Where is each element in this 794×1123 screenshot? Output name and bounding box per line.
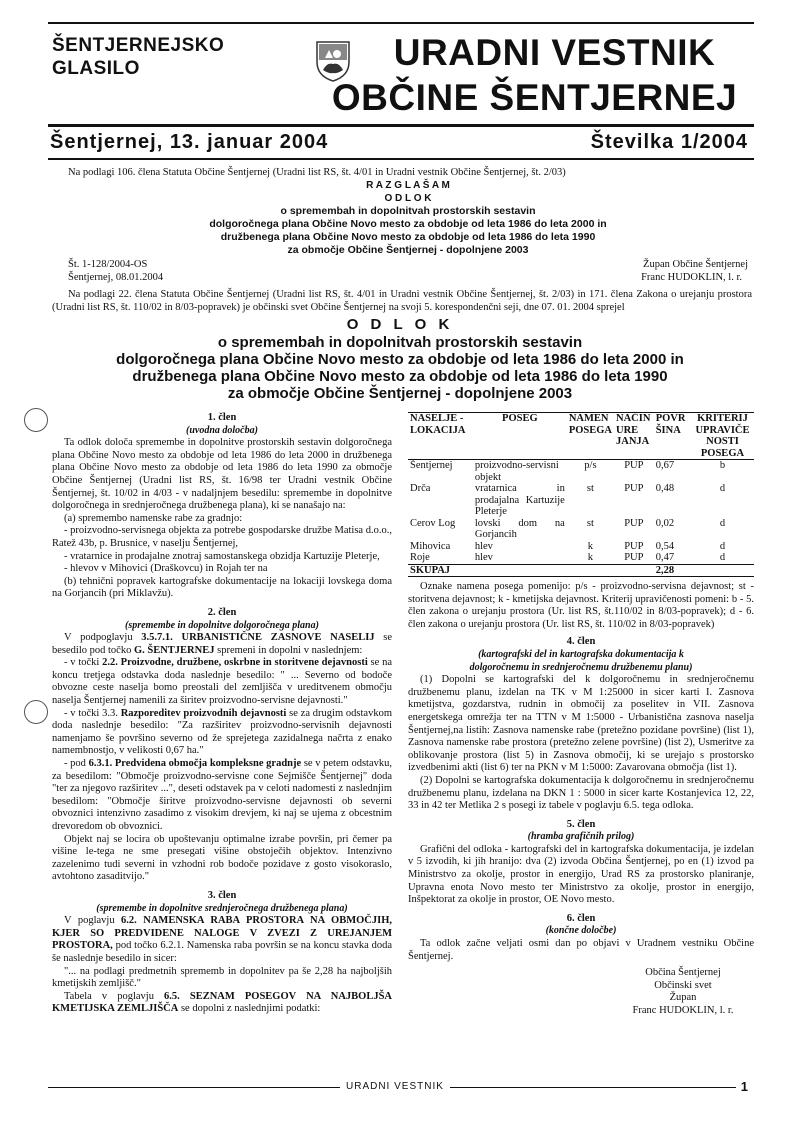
razglas-number: Št. 1-128/2004-OS bbox=[68, 259, 148, 270]
preamble bbox=[52, 288, 752, 314]
right-column bbox=[408, 412, 754, 1018]
table-cell: Drča bbox=[410, 483, 431, 494]
clen-1-p1: Ta odlok določa spremembe in dopolnitve prostorskih sestavin dolgoročnega plana Občine Novo mesto za obdobje od leta 1986 do leta 2000 in družbenega plana Občine Novo mesto za obdobje od leta 1986 do leta 1990 za območje Občine Šentjernej (Uradni list RS, št. 16/98 ter Uradni vestnik Občine Šentjernej, št. 10/02 in 4/03 - v nadaljnjem besedilu: spremembe in dopolnitve dolgoročnega in srednjeročnega družbenega plana), ki se nanašajo na: bbox=[52, 437, 392, 512]
table-total-value: 2,28 bbox=[655, 564, 675, 576]
masthead-rule-upper bbox=[48, 124, 754, 127]
table-cell: PUP bbox=[624, 517, 644, 529]
clen-1-a: (a) spremembo namenske rabe za gradnjo: bbox=[64, 512, 243, 524]
c2-p3a: - v točki 3.3. bbox=[64, 707, 121, 719]
razglas-title-3: družbenega plana Občine Novo mesto za obdobje od leta 1986 do leta 1990 bbox=[220, 231, 596, 243]
table-cell: hlev bbox=[474, 540, 493, 552]
table-row bbox=[408, 460, 754, 484]
masthead-left bbox=[52, 34, 224, 80]
razglas-place-date: Šentjernej, 08.01.2004 bbox=[68, 272, 164, 283]
table-legend: Oznake namena posega pomenijo: p/s - proizvodno-servisna dejavnost; st - storitvena dejavnost; k - kmetijska dejavnost. Kriterij upravičenosti pomeni: b - 5. člen zakona o urejanju prostora (Ur. list RS, št.110/02 in 8/03-popravek); d - 6. člen zakona o urejanju prostora (Ur. list RS, št. 110/02 in 8/03-popravek) bbox=[408, 581, 754, 630]
table-total-label: SKUPAJ bbox=[410, 564, 451, 576]
table-cell: d bbox=[719, 517, 726, 529]
clen-2-heading: 2. člen bbox=[207, 606, 237, 618]
clen-2-p1 bbox=[52, 632, 392, 657]
clen-1-heading: 1. člen bbox=[207, 412, 237, 423]
th-namen: NAMEN POSEGA bbox=[568, 413, 613, 436]
razglas-signer-role: Župan Občine Šentjernej bbox=[643, 259, 748, 270]
table-total-empty4 bbox=[691, 564, 754, 577]
clen-2-p5: Objekt naj se locira ob upoštevanju optimalne izrabe površin, pri čemer pa višine le-tega ne sme presegati višine obstoječih objektov. Intenzivno zazelenimo tudi severni in vzhodni rob bodoče pozidave z gosto visokoraslo, avtohtono zasaditvijo." bbox=[52, 833, 392, 883]
c2-p1e: spremeni in dopolni v naslednjem: bbox=[214, 644, 363, 656]
clen-2-subtitle: (spremembe in dopolnitve dolgoročnega plana) bbox=[125, 619, 319, 631]
th-naselje: NASELJE - LOKACIJA bbox=[410, 413, 466, 436]
signature-block bbox=[618, 967, 748, 1017]
c3-p1a: V poglavju bbox=[64, 915, 122, 927]
table-cell: Cerov Log bbox=[410, 517, 456, 529]
clen-4-subtitle-1: (kartografski del in kartografska dokumentacija k bbox=[478, 648, 684, 660]
clen-5-subtitle: (hramba grafičnih prilog) bbox=[527, 831, 635, 843]
issue-number: Številka 1/2004 bbox=[590, 131, 748, 153]
th-nacin: NAČIN URE JANJA bbox=[616, 413, 651, 447]
table-cell: proizvodno-servisni objekt bbox=[474, 460, 559, 483]
table-cell: PUP bbox=[624, 552, 644, 563]
table-cell: d bbox=[719, 552, 726, 563]
page-number: 1 bbox=[740, 1079, 748, 1094]
punch-hole-bottom bbox=[24, 700, 48, 724]
c2-p2b: 2.2. Proizvodne, družbene, oskrbne in storitvene dejavnosti bbox=[102, 657, 368, 669]
table-cell: Mihovica bbox=[410, 540, 451, 552]
razglas-title-2: dolgoročnega plana Občine Novo mesto za obdobje od leta 1986 do leta 2000 in bbox=[209, 218, 607, 230]
c2-p1d: G. ŠENTJERNEJ bbox=[133, 644, 215, 656]
table-total-row bbox=[408, 564, 754, 577]
table-cell: 0,02 bbox=[655, 517, 675, 529]
razglas-basis: Na podlagi 106. člena Statuta Občine Šentjernej (Uradni list RS, št. 4/01 in Uradni vestnik Občine Šentjernej, št. 2/03) bbox=[68, 167, 566, 178]
clen-4-p1: (1) Dopolni se kartografski del k dolgoročnemu in srednjeročnemu družbenemu planu, izdelan na TK v M 1:25000 in sicer karti I. Zasnova kmetijstva, gozdarstva, rudnin in območij za poselitev in VII. Zasnova energetskega omrežja ter na TTN v M 1:5000 - Urbanistična zasnova naselja Šentjernej,na listih: Zasnova namenske rabe (pretežno pozidane površine) (list 1), Zasnova namenske rabe prostora (pretežno zelene površine) (list 2), Usmeritve za oblikovanje prostora (list 5) in Zasnova območij, ki se urejajo s prostorsko izvedbenimi akti (list 6) ter na PKN v M 1:5000: Zavarovana območja (list 1). bbox=[408, 674, 754, 774]
clen-6-heading: 6. člen bbox=[566, 912, 596, 924]
c3-p1c: pod točko 6.2.1. Namenska raba površin se na koncu stavka doda še naslednje besedilo in sicer: bbox=[52, 940, 392, 964]
table-header-row bbox=[408, 413, 754, 460]
dateline: Šentjernej, 13. januar 2004 bbox=[50, 131, 329, 153]
table-cell: Roje bbox=[410, 552, 430, 563]
clen-1-a1: - proizvodno-servisnega objekta za potrebe gospodarske družbe Matisa d.o.o., Ratež 43b, p. Brusnice, v naselju Šentjernej, bbox=[52, 525, 392, 549]
table-cell: 0,48 bbox=[655, 483, 675, 494]
table-cell: d bbox=[719, 483, 726, 494]
clen-3-p2: "... na podlagi predmetnih sprememb in dopolnitev pa še 2,28 ha najboljših kmetijskih zemljišč." bbox=[52, 965, 392, 990]
table-row bbox=[408, 541, 754, 553]
razglas-odlok: O D L O K bbox=[384, 193, 432, 204]
masthead-rule-lower bbox=[48, 158, 754, 160]
sig-line-4: Franc HUDOKLIN, l. r. bbox=[632, 1005, 734, 1016]
table-cell: PUP bbox=[624, 460, 644, 471]
clen-1-b: (b) tehnični popravek kartografske dokumentacije na lokaciji lovskega doma na Gorjancih (pri Miklavžu). bbox=[52, 575, 392, 600]
clen-6-p1: Ta odlok začne veljati osmi dan po objavi v Uradnem vestniku Občine Šentjernej. bbox=[408, 938, 754, 962]
odlok-title-3: družbenega plana Občine Novo mesto za obdobje od leta 1986 do leta 1990 bbox=[132, 368, 668, 385]
c3-p3a: Tabela v poglavju bbox=[64, 990, 165, 1002]
masthead-title-line1: URADNI VESTNIK bbox=[393, 32, 716, 73]
clen-5-p1: Grafični del odloka - kartografski del in kartografska dokumentacija, je izdelan v 5 izvodih, ki jih hranijo: dva (2) izvoda Občina Šentjernej, po en (1) izvod pa Ministrstvo za okolje, prostor in energijo, Urad RS za prostorsko planiranje, Upravna enota Novo mesto ter Ministrstvo za okolje, prostor in energijo, Inšpektorat za okolje in prostor, OE Novo mesto. bbox=[408, 843, 754, 906]
c2-p4c: se v petem odstavku, za besedilom: "Območje proizvodno-servisne cone Sejmišče Šentjernej" doda "ter za njegovo razširitev ...", deseti odstavek pa v celoti nadomesti z naslednjim besedilom: "Območje širitve proizvodno-servisne dejavnosti ob severni obvoznici intenzivno zasadimo z visokim drevjem, ki naj se ujema z obcestnim drevoredom ob obvoznici. bbox=[52, 758, 393, 832]
table-row bbox=[408, 552, 754, 564]
clen-1-a3: - hlevov v Mihovici (Draškovcu) in Rojah ter na bbox=[64, 563, 268, 575]
table-cell: lovski dom na Gorjancih bbox=[474, 517, 565, 540]
odlok-title-0: O D L O K bbox=[346, 316, 454, 333]
c2-p1a: V podpoglavju bbox=[64, 632, 142, 644]
left-column bbox=[52, 412, 392, 1016]
clen-1-subtitle: (uvodna določba) bbox=[186, 424, 258, 436]
clen-2-p4 bbox=[52, 758, 392, 834]
clen-3-p3 bbox=[52, 991, 392, 1016]
clen-3-subtitle: (spremembe in dopolnitve srednjeročnega družbenega plana) bbox=[96, 902, 348, 914]
table-cell: b bbox=[719, 460, 726, 471]
sig-line-3: Župan bbox=[669, 992, 697, 1004]
c3-p3b: 6.5. SEZNAM POSEGOV NA NAJBOLJŠA KMETIJSKA ZEMLJIŠČA bbox=[52, 990, 392, 1015]
table-cell: st bbox=[586, 483, 594, 494]
clen-4-subtitle-2: dolgoročnemu in srednjeročnemu družbenemu planu) bbox=[469, 661, 693, 673]
clen-3-heading: 3. člen bbox=[207, 889, 237, 901]
table-cell: d bbox=[719, 540, 726, 552]
clen-2-p2 bbox=[52, 657, 392, 707]
odlok-title-1: o spremembah in dopolnitvah prostorskih sestavin bbox=[217, 334, 583, 351]
table-cell: k bbox=[587, 552, 594, 563]
clen-1-a2: - vratarnice in prodajalne znotraj samostanskega obzidja Kartuzije Pleterje, bbox=[64, 550, 380, 562]
sig-line-2: Občinski svet bbox=[654, 979, 712, 991]
clen-5-heading: 5. člen bbox=[566, 818, 596, 830]
table-cell: st bbox=[586, 517, 594, 529]
razglas-title-1: o spremembah in dopolnitvah prostorskih sestavin bbox=[280, 205, 536, 217]
razglas-block bbox=[68, 166, 748, 257]
odlok-title-2: dolgoročnega plana Občine Novo mesto za obdobje od leta 1986 do leta 2000 in bbox=[116, 351, 684, 368]
masthead-title bbox=[312, 30, 757, 120]
table-cell: 0,47 bbox=[655, 552, 675, 563]
masthead-left-line2: GLASILO bbox=[52, 58, 140, 79]
masthead-title-line2: OBČINE ŠENTJERNEJ bbox=[331, 77, 738, 118]
odlok-title-4: za območje Občine Šentjernej - dopolnjene 2003 bbox=[227, 385, 573, 402]
table-cell: vratarnica in prodajalna Kartuzije Pleterje bbox=[474, 483, 565, 517]
clen-4-heading: 4. člen bbox=[566, 636, 596, 648]
table-cell: Šentjernej bbox=[410, 460, 453, 471]
c2-p4a: - pod bbox=[64, 758, 89, 770]
table-total-empty2 bbox=[567, 564, 614, 577]
th-povrsina: POVR ŠINA bbox=[655, 413, 686, 436]
c2-p4b: 6.3.1. Predvidena območja kompleksne gradnje bbox=[88, 758, 302, 770]
clen-3-p1 bbox=[52, 915, 392, 965]
c2-p2c: se na koncu tretjega odstavka doda naslednje besedilo: " ... Severno od bodoče obvozne ceste naselja bomo preostali del zemljišča v ureditvenem območju naselja Šentjernej namenili za širitev proizvodno-servisne dejavnosti." bbox=[52, 657, 393, 707]
razglas-title-4: za območje Občine Šentjernej - dopolnjene 2003 bbox=[287, 244, 529, 256]
clen-4-p2: (2) Dopolni se kartografska dokumentacija k dolgoročnemu in srednjeročnemu družbenemu planu, izdelana na DKN 1 : 5000 in sicer karte Kostanjevica 12, 22, 33 in 42 ter Metlika 2 s posegi iz tabele v poglavju 6.5. tega odloka. bbox=[408, 774, 754, 812]
c3-p1b: 6.2. NAMENSKA RABA PROSTORA NA OBMOČJIH, KJER SO PREDVIDENE NALOGE V ZVEZI Z UREJANJEM PROSTORA, bbox=[52, 915, 393, 952]
c3-p3c: se dopolni z naslednjimi podatki: bbox=[178, 1003, 321, 1015]
c2-p3b: Razporeditev proizvodnih dejavnosti bbox=[120, 707, 287, 719]
preamble-text: Na podlagi 22. člena Statuta Občine Šentjernej (Uradni list RS, št. 4/01 in Uradni vestnik Občine Šentjernej, št. 2/03) in 171. člena Zakona o urejanju prostora (Uradni list RS, št. 110/02 in 8/03-popravek) je občinski svet Občine Šentjernej na svoji 5. korespondenčni seji, dne 07. 01. 2004 sprejel bbox=[52, 289, 752, 313]
table-cell: 0,54 bbox=[655, 540, 675, 552]
table-total-empty1 bbox=[473, 564, 567, 577]
table-total-empty3 bbox=[614, 564, 654, 577]
table-cell: k bbox=[587, 540, 594, 552]
table-cell: hlev bbox=[474, 552, 493, 563]
clen-2-p3 bbox=[52, 708, 392, 758]
table-row bbox=[408, 483, 754, 518]
table-cell: PUP bbox=[624, 540, 644, 552]
c2-p2a: - v točki bbox=[64, 657, 103, 669]
th-kriterij: KRITERIJ UPRAVIČE NOSTI POSEGA bbox=[695, 413, 750, 459]
razglas-signer-name: Franc HUDOKLIN, l. r. bbox=[641, 272, 742, 283]
masthead-left-line1: ŠENTJERNEJSKO bbox=[52, 35, 225, 56]
table-cell: p/s bbox=[584, 460, 597, 471]
table-row bbox=[408, 518, 754, 541]
c2-p1b: 3.5.7.1. URBANISTIČNE ZASNOVE NASELIJ bbox=[141, 632, 375, 644]
c2-p3c: se za drugim odstavkom doda naslednje besedilo: "Za razširitev proizvodno-servisnih dejavnosti namenjamo še površino severno od že sprejetega zazidalnega načrta z enako namembnostjo, v velikosti 0,67 ha." bbox=[52, 707, 392, 757]
th-poseg: POSEG bbox=[502, 413, 538, 424]
table-cell: 0,67 bbox=[655, 460, 675, 471]
posegi-table bbox=[408, 412, 754, 577]
c2-p1c: se besedilo pod točko bbox=[52, 632, 392, 656]
footer-label: URADNI VESTNIK bbox=[340, 1081, 450, 1092]
punch-hole-top bbox=[24, 408, 48, 432]
table-body bbox=[408, 460, 754, 565]
sig-line-1: Občina Šentjernej bbox=[645, 967, 721, 979]
odlok-title bbox=[50, 316, 750, 402]
top-rule bbox=[48, 22, 754, 24]
clen-6-subtitle: (končne določbe) bbox=[545, 925, 617, 937]
table-cell: PUP bbox=[624, 483, 644, 494]
razglas-razglasam: R A Z G L A Š A M bbox=[366, 180, 450, 191]
